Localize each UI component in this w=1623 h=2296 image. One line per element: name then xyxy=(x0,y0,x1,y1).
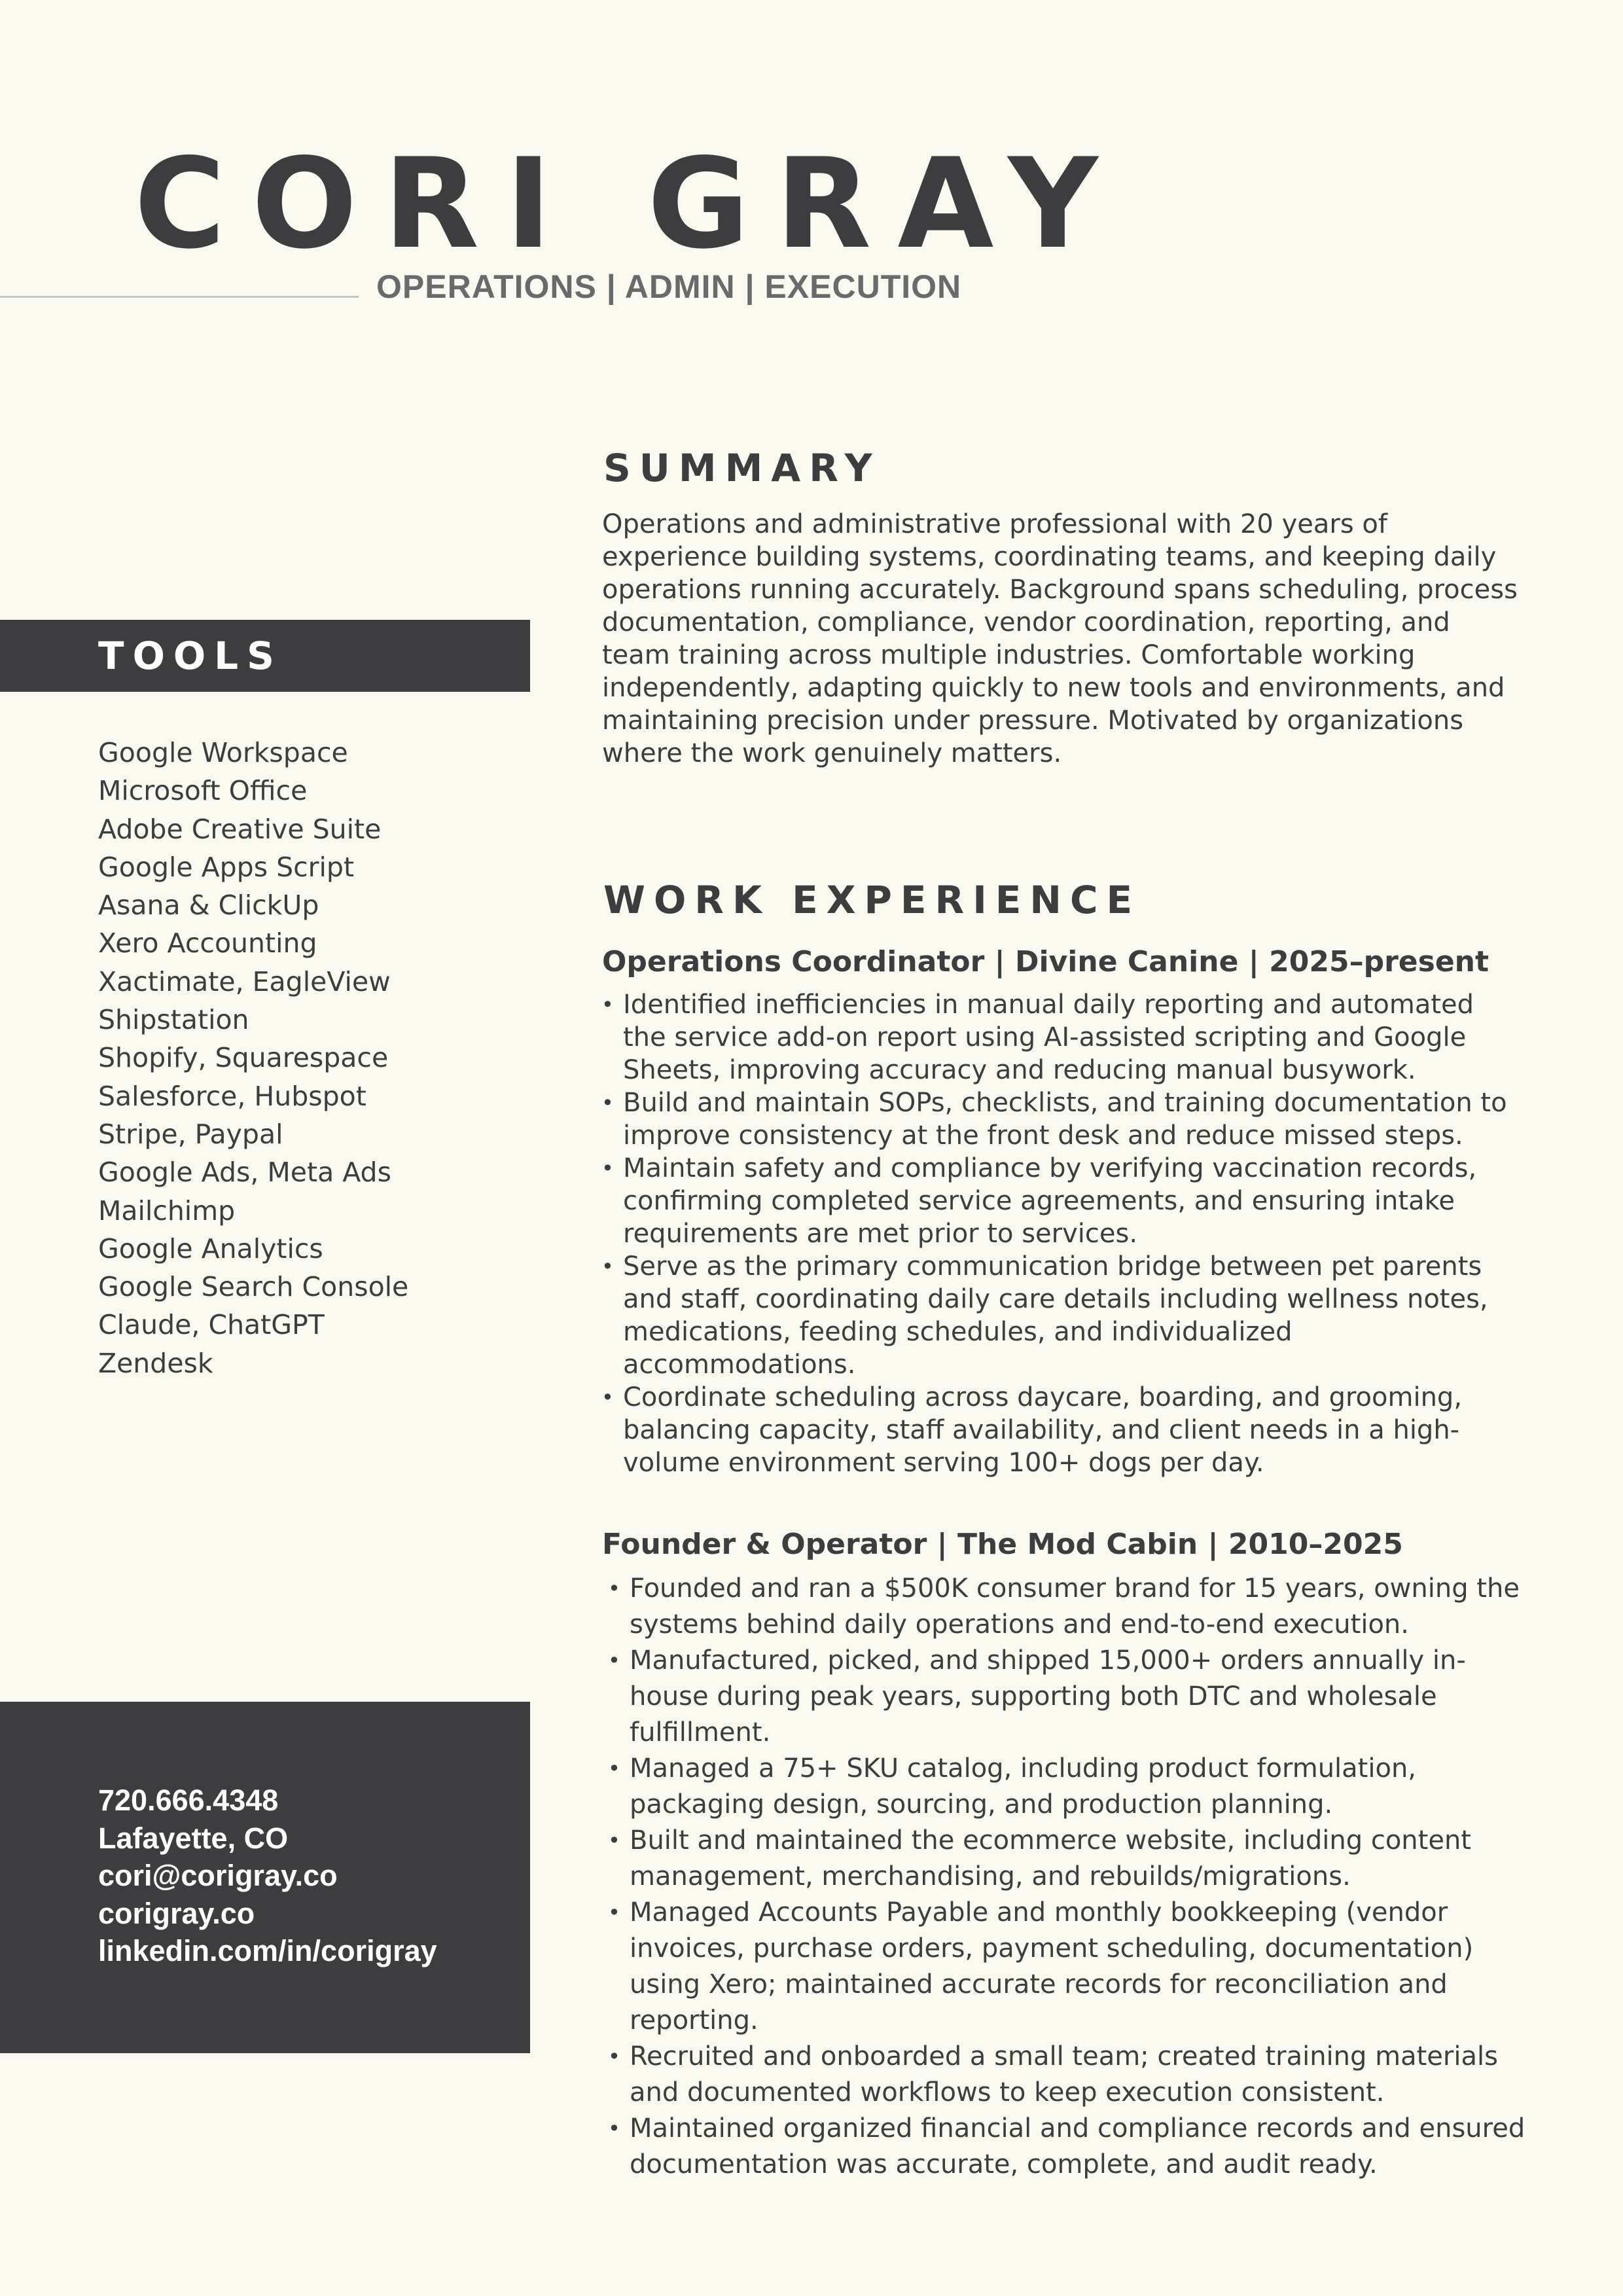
tool-item: Claude, ChatGPT xyxy=(98,1309,325,1341)
job-bullet-text: Built and maintained the ecommerce website, including content management, merchandising, and rebuilds/migrations. xyxy=(630,1825,1471,1892)
bullet-icon: • xyxy=(608,1648,620,1673)
tool-item: Asana & ClickUp xyxy=(98,889,319,922)
title-divider xyxy=(0,296,359,298)
bullet-icon: • xyxy=(608,2116,620,2141)
job-bullet-text: Maintained organized financial and compliance records and ensured documentation was accurate, complete, and audit ready. xyxy=(630,2113,1525,2179)
job-bullet xyxy=(601,1250,1520,1381)
tool-item: Xactimate, EagleView xyxy=(98,965,391,997)
job-bullet-text: Coordinate scheduling across daycare, boarding, and grooming, balancing capacity, staff availability, and client needs in a high-volume environment serving 100+ dogs per day. xyxy=(623,1382,1463,1478)
bullet-icon: • xyxy=(608,1576,620,1601)
tool-item: Google Apps Script xyxy=(98,851,355,883)
job-bullet-text: Identified inefficiencies in manual daily reporting and automated the service add-on report using AI-assisted scripting and Google Sheets, improving accuracy and reducing manual busywork. xyxy=(623,990,1474,1085)
job-bullet-text: Recruited and onboarded a small team; created training materials and documented workflows to keep execution consistent. xyxy=(630,2041,1498,2108)
tools-list xyxy=(98,734,517,1382)
job-bullet-list xyxy=(601,988,1520,1479)
contact-list xyxy=(98,1782,437,1970)
job-title: Founder & Operator | The Mod Cabin | 2010–2025 xyxy=(602,1528,1403,1561)
contact-location: Lafayette, CO xyxy=(98,1821,289,1855)
job-bullet-text: Manufactured, picked, and shipped 15,000+ orders annually in-house during peak years, supporting both DTC and wholesale fulfillment. xyxy=(630,1645,1466,1748)
bullet-icon: • xyxy=(608,1900,620,1925)
bullet-icon: • xyxy=(601,1156,614,1181)
job-bullet xyxy=(601,1152,1520,1250)
tool-item: Google Ads, Meta Ads xyxy=(98,1157,391,1189)
contact-phone: 720.666.4348 xyxy=(98,1784,279,1817)
job-bullet xyxy=(608,2111,1526,2183)
bullet-icon: • xyxy=(608,1756,620,1781)
job-bullet-list xyxy=(608,1571,1526,2183)
candidate-subtitle: OPERATIONS | ADMIN | EXECUTION xyxy=(376,268,962,305)
job-bullet xyxy=(608,1823,1526,1895)
bullet-icon: • xyxy=(601,1254,614,1279)
job-bullet xyxy=(601,1086,1520,1152)
tool-item: Google Search Console xyxy=(98,1271,409,1303)
bullet-icon: • xyxy=(601,1090,614,1115)
bullet-icon: • xyxy=(601,1385,614,1410)
work-experience-heading: WORK EXPERIENCE xyxy=(603,878,1141,922)
job-bullet-text: Serve as the primary communication bridge between pet parents and staff, coordinating daily care details including wellness notes, medications, feeding schedules, and individualized accommodations. xyxy=(623,1251,1488,1380)
job-bullet xyxy=(608,1571,1526,1643)
job-title: Operations Coordinator | Divine Canine | 2025–present xyxy=(602,945,1489,978)
job-bullet xyxy=(601,988,1520,1086)
tool-item: Salesforce, Hubspot xyxy=(98,1080,366,1112)
contact-block xyxy=(0,1702,530,2053)
contact-website: corigray.co xyxy=(98,1896,255,1930)
tools-banner xyxy=(0,620,530,692)
job-bullet-text: Managed a 75+ SKU catalog, including product formulation, packaging design, sourcing, and production planning. xyxy=(630,1753,1417,1820)
tool-item: Microsoft Office xyxy=(98,775,308,807)
job-bullet-text: Managed Accounts Payable and monthly bookkeeping (vendor invoices, purchase orders, payment scheduling, documentation) using Xero; maintained accurate records for reconciliation and reporting. xyxy=(630,1897,1474,2036)
job-bullet xyxy=(608,2039,1526,2111)
candidate-name: CORI GRAY xyxy=(134,132,1124,276)
tools-heading: TOOLS xyxy=(98,634,283,678)
bullet-icon: • xyxy=(601,992,614,1017)
job-bullet xyxy=(608,1895,1526,2039)
tool-item: Adobe Creative Suite xyxy=(98,813,382,845)
tool-item: Xero Accounting xyxy=(98,927,317,960)
job-bullet xyxy=(601,1381,1520,1479)
tool-item: Mailchimp xyxy=(98,1194,236,1227)
summary-text: Operations and administrative professional with 20 years of experience building systems, coordinating teams, and keeping daily operations running accurately. Background spans scheduling, process documentation, compliance, vendor coordination, reporting, and team training across multiple industries. Comfortable working independently, adapting quickly to new tools and environments, and maintaining precision under pressure. Motivated by organizations where the work genuinely matters. xyxy=(602,509,1518,768)
job-bullet xyxy=(608,1751,1526,1823)
bullet-icon: • xyxy=(608,1828,620,1853)
tool-item: Shopify, Squarespace xyxy=(98,1042,389,1074)
tool-item: Shipstation xyxy=(98,1004,249,1036)
job-bullet xyxy=(608,1643,1526,1751)
job-bullet-text: Founded and ran a $500K consumer brand for 15 years, owning the systems behind daily operations and end-to-end execution. xyxy=(630,1573,1520,1640)
job-bullet-text: Build and maintain SOPs, checklists, and training documentation to improve consistency at the front desk and reduce missed steps. xyxy=(623,1088,1507,1151)
tool-item: Google Workspace xyxy=(98,737,348,768)
tool-item: Google Analytics xyxy=(98,1232,323,1265)
contact-linkedin: linkedin.com/in/corigray xyxy=(98,1934,437,1967)
tool-item: Stripe, Paypal xyxy=(98,1118,283,1150)
summary-heading: SUMMARY xyxy=(603,446,881,490)
contact-email: cori@corigray.co xyxy=(98,1859,338,1892)
tool-item: Zendesk xyxy=(98,1347,213,1379)
job-bullet-text: Maintain safety and compliance by verifying vaccination records, confirming completed service agreements, and ensuring intake requirements are met prior to services. xyxy=(623,1153,1477,1249)
bullet-icon: • xyxy=(608,2044,620,2069)
